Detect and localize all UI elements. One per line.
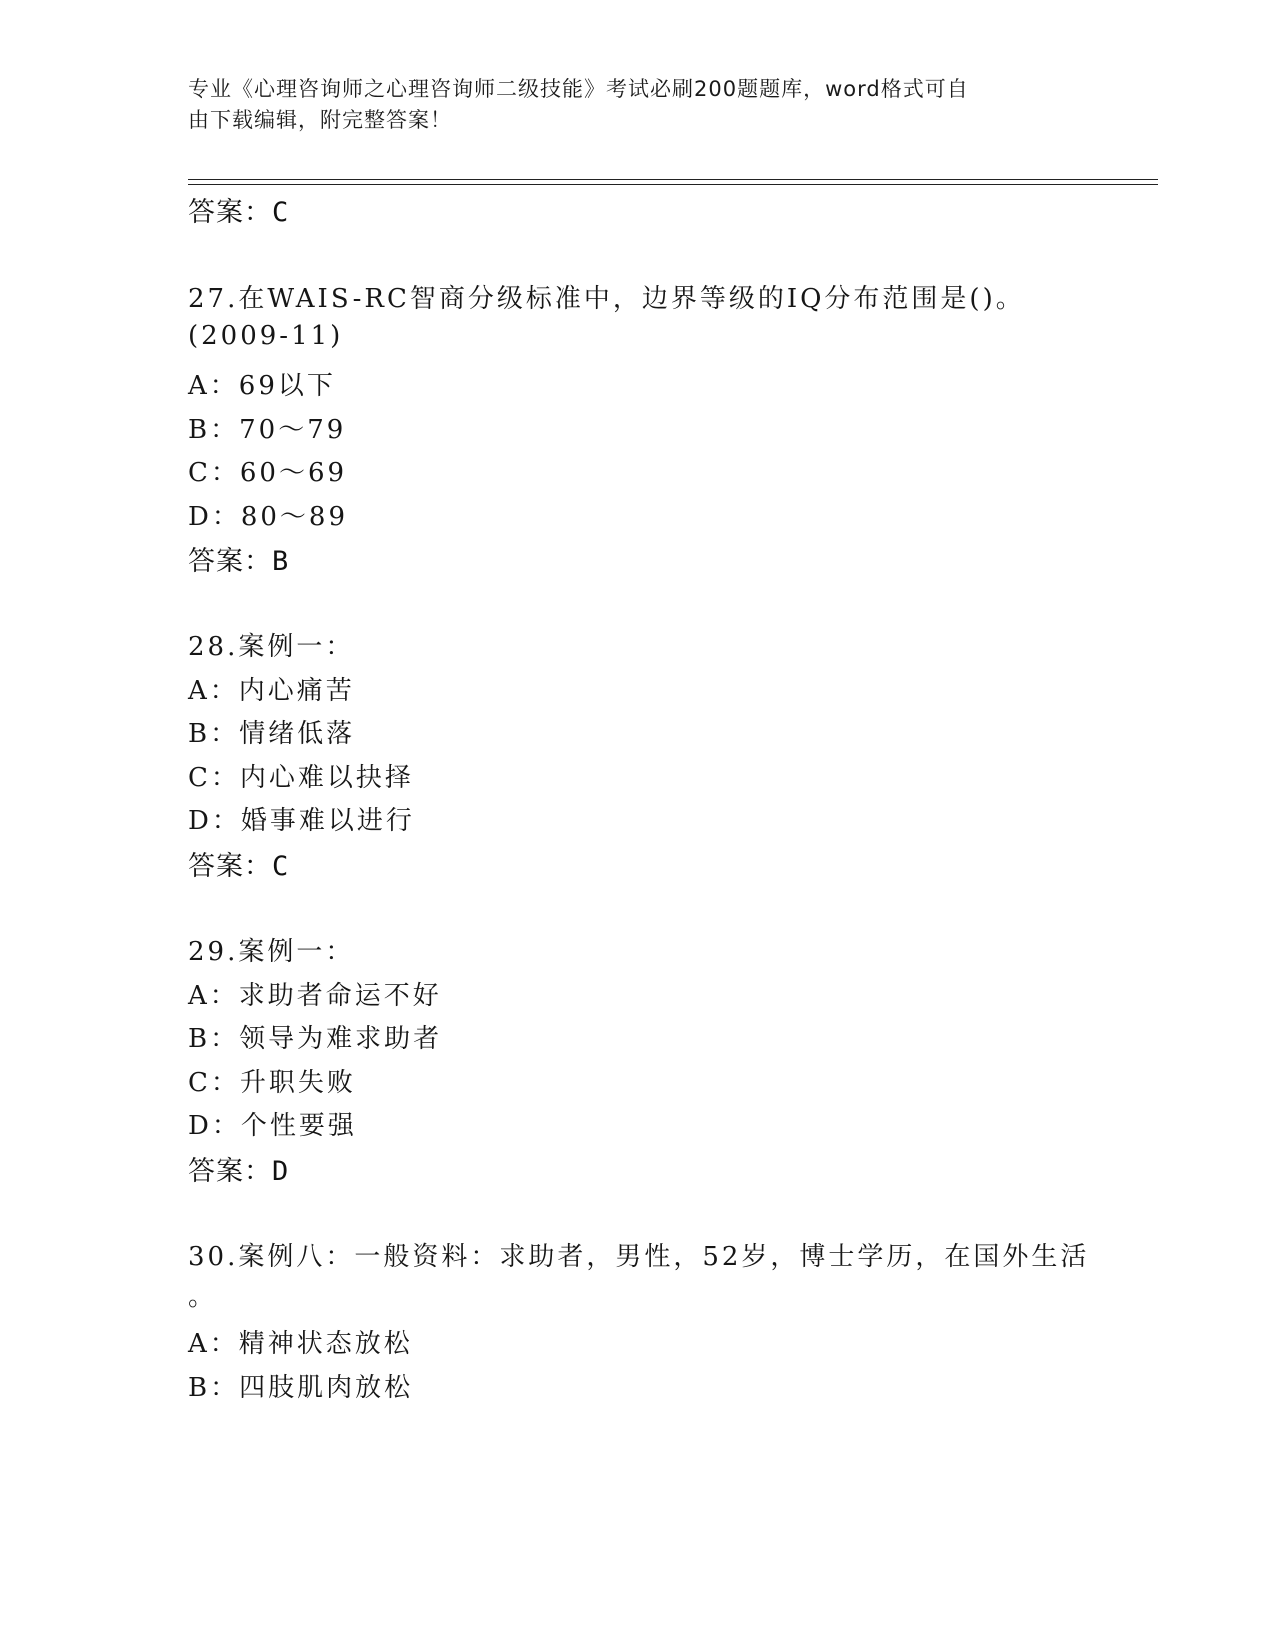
question-27-stem: 27.在WAIS-RC智商分级标准中，边界等级的IQ分布范围是()。 <box>188 284 1025 314</box>
question-30-stem-cont: 。 <box>188 1282 218 1312</box>
question-29-option-b: B：领导为难求助者 <box>188 1024 443 1054</box>
answer-label: 答案： <box>188 546 272 577</box>
question-28-option-d: D：婚事难以进行 <box>188 806 415 836</box>
header-divider-top <box>188 179 1158 180</box>
answer-29 <box>188 1149 289 1188</box>
question-28-option-c: C：内心难以抉择 <box>188 763 414 793</box>
answer-label: 答案： <box>188 1156 272 1187</box>
question-30-stem: 30.案例八：一般资料：求助者，男性，52岁，博士学历，在国外生活 <box>188 1242 1090 1272</box>
answer-prev <box>188 190 289 229</box>
question-27-option-d: D：80～89 <box>188 502 349 532</box>
answer-value: D <box>272 1156 290 1187</box>
question-30-option-a: A：精神状态放松 <box>188 1329 413 1359</box>
header-line-1: 专业《心理咨询师之心理咨询师二级技能》考试必刷200题题库，word格式可自 <box>188 77 969 101</box>
question-27-stem-cont: (2009-11) <box>188 321 344 351</box>
document-header <box>188 74 1088 136</box>
answer-value: C <box>272 851 290 882</box>
question-28-option-b: B：情绪低落 <box>188 719 356 749</box>
question-27-option-c: C：60～69 <box>188 458 348 488</box>
header-divider-bottom <box>188 184 1158 185</box>
question-27-option-b: B：70～79 <box>188 415 347 445</box>
answer-value: B <box>272 546 290 577</box>
question-29-option-d: D：个性要强 <box>188 1111 357 1141</box>
answer-value: C <box>272 197 290 228</box>
answer-28 <box>188 844 289 883</box>
question-29-option-a: A：求助者命运不好 <box>188 981 442 1011</box>
answer-label: 答案： <box>188 197 272 228</box>
question-29-option-c: C：升职失败 <box>188 1068 356 1098</box>
question-28-option-a: A：内心痛苦 <box>188 676 355 706</box>
header-line-2: 由下载编辑，附完整答案！ <box>188 108 452 132</box>
question-28-stem: 28.案例一： <box>188 632 355 662</box>
question-27-option-a: A：69以下 <box>188 371 336 401</box>
question-30-option-b: B：四肢肌肉放松 <box>188 1373 414 1403</box>
question-29-stem: 29.案例一： <box>188 937 355 967</box>
answer-27 <box>188 539 289 578</box>
answer-label: 答案： <box>188 851 272 882</box>
